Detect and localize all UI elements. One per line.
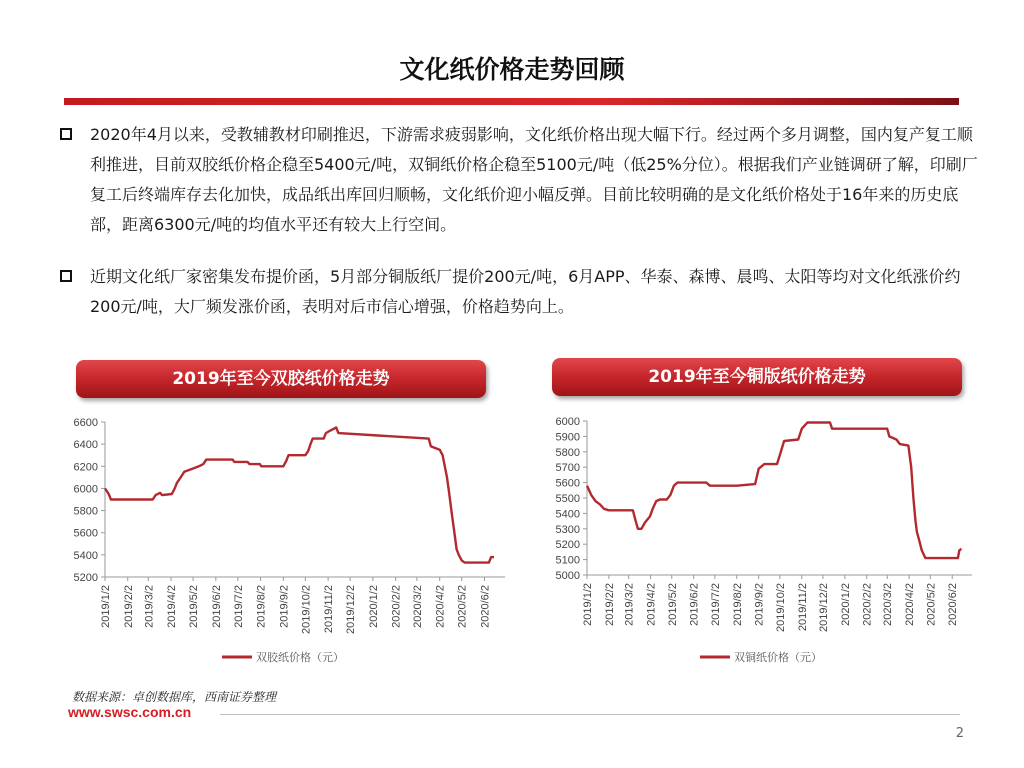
x-tick-label: 2019/12/2 <box>817 583 830 632</box>
bullet-paragraph-1 <box>60 120 980 240</box>
price-series-line <box>105 428 494 563</box>
x-tick-label: 2020/2/2 <box>390 585 403 628</box>
legend-label: 双胶纸价格（元） <box>256 651 344 664</box>
x-tick-label: 2019/5/2 <box>666 583 679 626</box>
y-tick-label: 5200 <box>555 539 580 552</box>
x-tick-label: 2019/6/2 <box>210 585 223 628</box>
bullet-text-1: 2020年4月以来，受教辅教材印刷推迟，下游需求疲弱影响，文化纸价格出现大幅下行。经过两个多月调整，国内复产复工顺利推进，目前双胶纸价格企稳至5400元/吨，双铜纸价格企稳至5100元/吨（低25%分位）。根据我们产业链调研了解，印刷厂复工后终端库存去化加快，成品纸出库回归顺畅，文化纸价迎小幅反弹。目前比较明确的是文化纸价格处于16年来的历史底部，距离6300元/吨的均值水平还有较大上行空间。 <box>90 125 978 234</box>
price-series-line <box>587 423 961 559</box>
x-tick-label: 2019/1/2 <box>100 585 112 628</box>
y-tick-label: 5300 <box>555 523 580 536</box>
x-tick-label: 2020/4/2 <box>434 585 447 628</box>
square-bullet-icon <box>60 270 72 282</box>
x-tick-label: 2020/6/2 <box>479 585 492 628</box>
legend-label: 双铜纸价格（元） <box>734 651 822 664</box>
x-tick-label: 2020/2/2 <box>861 583 874 626</box>
x-tick-label: 2020/3/2 <box>411 585 424 628</box>
x-tick-label: 2019/3/2 <box>623 583 636 626</box>
company-logo: www.swsc.com.cn <box>68 704 192 720</box>
x-tick-label: 2019/9/2 <box>278 585 291 628</box>
y-tick-label: 5600 <box>555 477 580 490</box>
y-tick-label: 5100 <box>555 554 580 567</box>
x-tick-label: 2019/6/2 <box>688 583 701 626</box>
coated-paper-price-chart <box>540 410 990 680</box>
y-tick-label: 5500 <box>555 493 580 505</box>
y-tick-label: 5800 <box>73 505 98 518</box>
y-tick-label: 5200 <box>73 572 98 584</box>
x-tick-label: 2019/8/2 <box>731 583 744 626</box>
x-tick-label: 2019/11/2 <box>796 583 809 632</box>
y-tick-label: 6000 <box>555 416 580 428</box>
x-tick-label: 2020/6/2 <box>947 583 960 626</box>
y-tick-label: 6600 <box>73 417 98 429</box>
x-tick-label: 2020/1/2 <box>367 585 380 628</box>
y-tick-label: 5400 <box>73 549 98 562</box>
x-tick-label: 2019/4/2 <box>645 583 658 626</box>
y-tick-label: 6200 <box>73 461 98 474</box>
title-divider <box>64 98 959 105</box>
y-tick-label: 5800 <box>555 446 580 459</box>
x-tick-label: 2019/2/2 <box>603 583 616 626</box>
x-tick-label: 2020/4/2 <box>904 583 917 626</box>
x-tick-label: 2019/5/2 <box>188 585 201 628</box>
y-tick-label: 5700 <box>555 462 580 475</box>
x-tick-label: 2019/9/2 <box>753 583 766 626</box>
x-tick-label: 2019/10/2 <box>774 583 787 632</box>
x-tick-label: 2019/10/2 <box>300 585 313 634</box>
offset-paper-price-chart <box>60 410 510 680</box>
y-tick-label: 6000 <box>73 483 98 496</box>
x-tick-label: 2019/8/2 <box>255 585 268 628</box>
y-tick-label: 5900 <box>555 431 580 444</box>
x-tick-label: 2020/5/2 <box>456 585 469 628</box>
x-tick-label: 2019/12/2 <box>345 585 358 634</box>
square-bullet-icon <box>60 128 72 140</box>
x-tick-label: 2019/7/2 <box>232 585 245 628</box>
x-tick-label: 2019/3/2 <box>143 585 156 628</box>
x-tick-label: 2019/2/2 <box>122 585 135 628</box>
x-tick-label: 2019/1/2 <box>582 583 594 626</box>
x-tick-label: 2020/1/2 <box>839 583 852 626</box>
footer-divider <box>220 714 960 715</box>
data-source-note: 数据来源：卓创数据库，西南证券整理 <box>72 690 277 704</box>
y-tick-label: 5600 <box>73 527 98 540</box>
bullet-text-2: 近期文化纸厂家密集发布提价函，5月部分铜版纸厂提价200元/吨，6月APP、华泰、森博、晨鸣、太阳等均对文化纸涨价约200元/吨，大厂频发涨价函，表明对后市信心增强，价格趋势向上。 <box>90 267 961 316</box>
x-tick-label: 2020/3/2 <box>882 583 895 626</box>
chart-title-banner-coated: 2019年至今铜版纸价格走势 <box>552 358 962 396</box>
bullet-paragraph-2 <box>60 262 980 322</box>
x-tick-label: 2019/7/2 <box>709 583 722 626</box>
chart-title-banner-offset: 2019年至今双胶纸价格走势 <box>76 360 486 398</box>
x-tick-label: 2019/4/2 <box>166 585 179 628</box>
y-tick-label: 6400 <box>73 439 98 452</box>
page-title: 文化纸价格走势回顾 <box>399 55 625 84</box>
x-tick-label: 2020/5/2 <box>925 583 938 626</box>
y-tick-label: 5400 <box>555 508 580 521</box>
page-number: 2 <box>955 726 964 741</box>
x-tick-label: 2019/11/2 <box>323 585 336 634</box>
y-tick-label: 5000 <box>555 570 580 582</box>
